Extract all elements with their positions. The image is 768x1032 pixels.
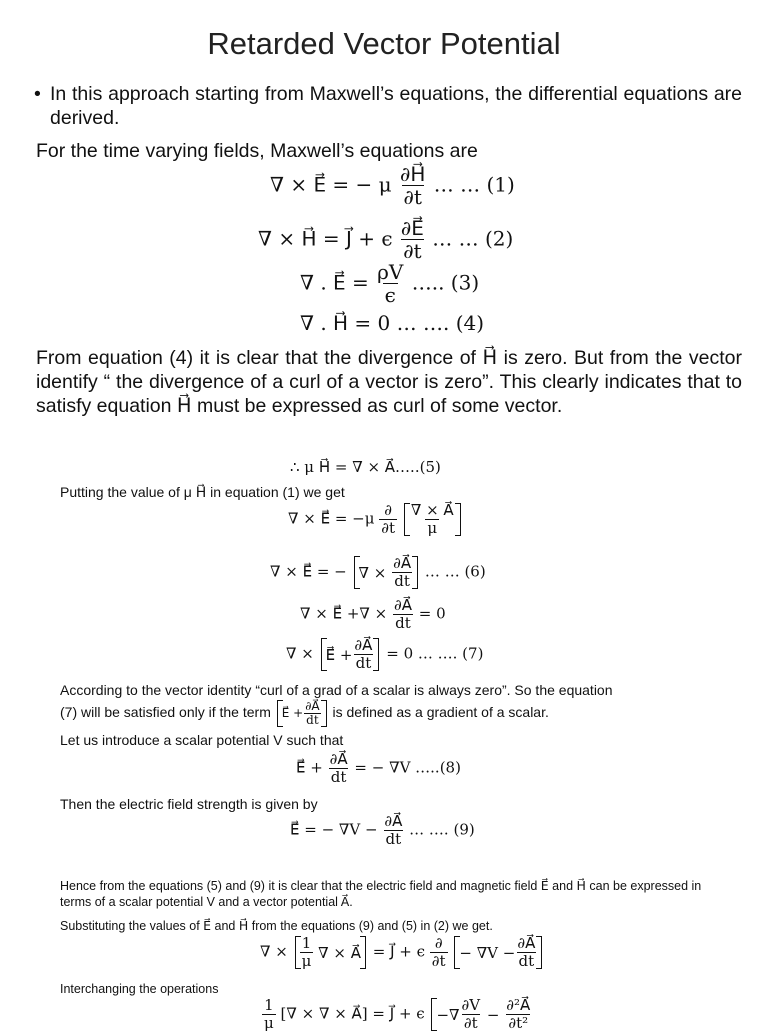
equation-7-bracket: [321, 638, 380, 671]
equation-7-den: dt: [355, 653, 372, 672]
equation-10-f-den: μ: [301, 951, 312, 970]
equation-6-bracket: [354, 556, 419, 589]
equation-3-tag: ….. (3): [411, 270, 480, 295]
equation-6a: [288, 503, 463, 536]
interchanging-text: Interchanging the operations: [60, 982, 219, 996]
hence-text: Hence from the equations (5) and (9) it is clear that the electric field and magnetic field E⃗ and H⃗ can be expressed in terms of a scalar potential V and a vector potential A⃗.: [60, 879, 702, 909]
equation-6b-rhs: = 0: [418, 604, 446, 623]
equation-1: [270, 164, 515, 208]
equation-4: ∇ . H⃗ = 0 … …. (4): [300, 311, 485, 335]
equation-8-rhs: = − ∇V …..(8): [354, 758, 461, 777]
identity-line-2a: (7) will be satisfied only if the term: [60, 704, 271, 721]
equation-11-n1: ∂V: [461, 996, 481, 1014]
equation-6-tag: … … (6): [424, 562, 486, 581]
equation-6-inner: ∇ ×: [358, 563, 387, 582]
introduce-text: Let us introduce a scalar potential V such that: [60, 732, 344, 748]
equation-6a-d-den: ∂t: [381, 518, 396, 537]
equation-8-num: ∂A⃗: [329, 750, 348, 768]
paragraph-divergence: From equation (4) it is clear that the divergence of H⃗ is zero. But from the vector identify “ the divergence of a curl of a vector is zero”. This clearly indicates that to satisfy equation H⃗ must be expressed as curl of some vector.: [36, 347, 742, 417]
equation-10-rhs: = J⃗ + ϵ: [372, 942, 426, 961]
bullet-text: In this approach starting from Maxwell’s equations, the differential equations are derived.: [50, 83, 742, 129]
equation-6a-bracket: [404, 503, 461, 536]
equation-2-tag: … … (2): [432, 226, 514, 251]
equation-10-bracket-2: [454, 936, 542, 969]
equation-10-d-den: ∂t: [431, 951, 446, 970]
page-title: Retarded Vector Potential: [207, 26, 561, 61]
equation-10-lhs: ∇ ×: [260, 942, 288, 961]
equation-10-num: ∂A⃗: [517, 934, 536, 952]
equation-10-mid: ∇ × A⃗: [318, 943, 361, 962]
equation-11-mid: [∇ × ∇ × A⃗] = J⃗ + ϵ: [280, 1004, 425, 1023]
then-text: Then the electric field strength is given by: [60, 796, 318, 812]
equation-10-f-num: 1: [301, 934, 312, 952]
equation-2-numerator: ∂E⃗: [400, 216, 424, 240]
equation-10: [260, 936, 544, 969]
equation-9-lhs: E⃗ = − ∇V −: [290, 820, 378, 839]
equation-10-bracket-1: [295, 936, 366, 969]
equation-6b-den: dt: [395, 613, 411, 632]
equation-6-lhs: ∇ × E⃗ = −: [270, 562, 347, 581]
equation-6a-b-num: ∇ × A⃗: [410, 501, 454, 519]
equation-1-lhs: ∇ × E⃗ = − μ: [270, 172, 392, 197]
equation-2-denominator: ∂t: [403, 239, 422, 263]
equation-11-d1: ∂t: [463, 1013, 478, 1032]
identity-num: ∂A⃗: [305, 699, 320, 713]
equation-3-lhs: ∇ . E⃗ =: [300, 270, 369, 295]
equation-10-d-num: ∂: [434, 934, 443, 952]
equation-8-e: E⃗ +: [296, 758, 323, 777]
equation-8: [296, 752, 461, 785]
equation-6a-lhs: ∇ × E⃗ = −μ: [288, 509, 375, 528]
equation-6: [270, 556, 486, 589]
equation-7: [286, 638, 483, 671]
equation-9: [290, 814, 475, 847]
equation-1-numerator: ∂H⃗: [400, 162, 426, 186]
identity-line-1: According to the vector identity “curl of a grad of a scalar is always zero”. So the equation: [60, 682, 613, 698]
equation-5: ∴ μ H⃗ = ∇ × A⃗…..(5): [290, 458, 441, 476]
identity-e: E⃗ +: [281, 706, 304, 721]
equation-2-lhs: ∇ × H⃗ = J⃗ + ϵ: [258, 226, 393, 251]
equation-11: [262, 998, 538, 1031]
putting-text: Putting the value of μ H⃗ in equation (1) we get: [60, 484, 345, 500]
equation-11-n2: ∂²A⃗: [506, 996, 531, 1014]
equation-7-lhs: ∇ ×: [286, 644, 314, 663]
equation-6b-num: ∂A⃗: [393, 596, 413, 614]
equation-10-inner: − ∇V −: [459, 943, 516, 962]
intro-text: For the time varying fields, Maxwell’s equations are: [36, 140, 478, 162]
equation-9-num: ∂A⃗: [384, 812, 403, 830]
equation-9-den: dt: [385, 829, 402, 848]
identity-line-2b: is defined as a gradient of a scalar.: [332, 704, 549, 721]
identity-bracket: [277, 700, 327, 727]
equation-6b-lhs: ∇ × E⃗ +∇ ×: [300, 604, 388, 623]
equation-7-num: ∂A⃗: [354, 636, 373, 654]
equation-2: [258, 218, 513, 262]
equation-7-e: E⃗ +: [325, 645, 353, 664]
equation-6-den: dt: [394, 571, 410, 590]
substituting-text: Substituting the values of E⃗ and H⃗ from the equations (9) and (5) in (2) we get.: [60, 919, 493, 933]
equation-6b: [300, 598, 446, 631]
equation-7-rhs: = 0 … …. (7): [386, 644, 484, 663]
equation-6-num: ∂A⃗: [393, 554, 412, 572]
identity-line-2: [60, 700, 549, 727]
equation-1-denominator: ∂t: [403, 185, 422, 209]
equation-3-denominator: ϵ: [384, 283, 396, 307]
equation-6a-b-den: μ: [427, 518, 438, 537]
equation-6a-d-num: ∂: [384, 501, 393, 519]
identity-den: dt: [306, 712, 319, 727]
equation-9-tag: … …. (9): [409, 820, 475, 839]
equation-3-numerator: ρV: [377, 260, 404, 284]
equation-11-f-num: 1: [264, 996, 274, 1014]
equation-11-minus: −: [486, 1005, 500, 1024]
equation-11-f-den: μ: [264, 1013, 274, 1032]
equation-8-den: dt: [330, 767, 347, 786]
equation-11-inner: −∇: [436, 1005, 460, 1024]
equation-10-den: dt: [518, 951, 535, 970]
equation-11-bracket: [431, 998, 536, 1031]
equation-1-tag: … … (1): [433, 172, 515, 197]
bullet-icon: •: [34, 83, 41, 105]
equation-3: [300, 262, 479, 306]
equation-11-d2: ∂t²: [508, 1013, 529, 1032]
